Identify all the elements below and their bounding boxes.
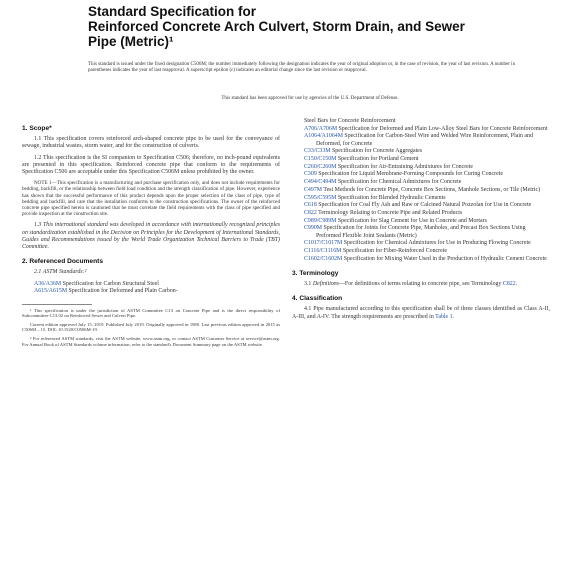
reference-item[interactable]: C1017/C1017M Specification for Chemical Admixtures for Use in Producing Flowing Concrete — [304, 240, 531, 247]
reference-item: Steel Bars for Concrete Reinforcement — [304, 118, 396, 124]
paragraph-4-1: 4.1 Pipe manufactured according to this specification shall be of three classes identified as Class A-II, A-III, and A-IV. The strength requirements are prescribed in Table 1. — [292, 306, 550, 320]
paragraph-3-1: 3.1 Definitions—For definitions of terms relating to concrete pipe, see Terminology C822. — [304, 281, 518, 288]
reference-item[interactable]: C33/C33M Specification for Concrete Aggregates — [304, 148, 423, 155]
title-line-1: Standard Specification for — [88, 4, 257, 19]
reference-item[interactable]: C150/C150M Specification for Portland Cement — [304, 156, 419, 163]
section-heading-classification: 4. Classification — [292, 295, 343, 303]
reference-item[interactable]: C309 Specification for Liquid Membrane-Forming Compounds for Curing Concrete — [304, 171, 503, 178]
reference-item[interactable]: C1602/C1602M Specification for Mixing Water Used in the Production of Hydraulic Cement Concrete — [304, 255, 547, 262]
paragraph-1-1: 1.1 This specification covers reinforced arch-shaped concrete pipe to be used for the conveyance of sewage, industrial wastes, storm water, and for the construction of culverts. — [22, 136, 280, 150]
designation-note: This standard is issued under the fixed designation C506M; the number immediately following the designation indicates the year of original adoption or, in the case of revision, the year of last revision. A number in parentheses indicates the year of last reapproval. A superscript epsilon (ε) indicates an editorial change since the last revision or reapproval. — [88, 62, 516, 74]
paragraph-1-2: 1.2 This specification is the SI companion to Specification C506; therefore, no inch-pound equivalents are presented in this specification. Reinforced concrete pipe that conform to the requirements of Specification C506 are acceptable under this Specification C506M unless prohibited by the owner. — [22, 154, 280, 176]
footnote-2: ² For referenced ASTM standards, visit the ASTM website, www.astm.org, or contact ASTM Customer Service at service@astm.org. For Annual Book of ASTM Standards volume information, refer to the standard's Document Summary page on the ASTM website. — [22, 335, 280, 347]
section-heading-scope: 1. Scope* — [22, 125, 52, 132]
reference-item[interactable]: A1064/A1064M Specification for Carbon-Steel Wire and Welded Wire Reinforcement, Plain and Deformed, for Concrete — [304, 133, 533, 147]
title-line-3: Pipe (Metric)¹ — [88, 34, 174, 49]
reference-item[interactable]: C595/C595M Specification for Blended Hydraulic Cements — [304, 194, 446, 201]
reference-item[interactable]: C494/C494M Specification for Chemical Admixtures for Concrete — [304, 179, 462, 186]
reference-item[interactable]: C618 Specification for Coal Fly Ash and Raw or Calcined Natural Pozzolan for Use in Concrete — [304, 202, 532, 209]
reference-item[interactable]: C1116/C1116M Specification for Fiber-Reinforced Concrete — [304, 247, 447, 254]
section-heading-terminology: 3. Terminology — [292, 269, 339, 277]
note-1: NOTE 1—This specification is a manufacturing and purchase specification only, and does not include requirements for bedding, backfill, or the relationship between field load condition and the strength classification of pipe. However, experience has shown that the successful performance of this product depends upon the proper selection of the class of pipe, type of bedding and backfill, and care that the installation conforms to the construction specifications. The owner of the reinforced concrete pipe specified herein is cautioned that he must correlate the field requirements with the class of pipe specified and provide inspection at the construction site. — [22, 180, 280, 218]
table-1-link[interactable]: Table 1 — [435, 313, 453, 320]
footnote-divider — [22, 304, 92, 305]
reference-item[interactable]: C989/C989M Specification for Slag Cement for Use in Concrete and Mortars — [304, 217, 487, 224]
paragraph-2-1: 2.1 ASTM Standards:² — [34, 269, 87, 276]
right-column — [292, 118, 550, 325]
reference-item[interactable]: A706/A706M Specification for Deformed and Plain Low-Alloy Steel Bars for Concrete Reinforcement — [304, 125, 548, 132]
reference-item[interactable]: C990M Specification for Joints for Concrete Pipe, Manholes, and Precast Box Sections Using Preformed Flexible Joint Sealants (Metric) — [304, 225, 526, 239]
reference-list-continued — [292, 118, 550, 263]
footnote-1: ¹ This specification is under the jurisdiction of ASTM Committee C13 on Concrete Pipe and is the direct responsibility of Subcommittee C13.02 on Reinforced Sewer and Culvert Pipe. — [22, 307, 280, 319]
reference-item[interactable]: C822 Terminology Relating to Concrete Pipe and Related Products — [304, 209, 463, 216]
reference-item[interactable]: C260/C260M Specification for Air-Entraining Admixtures for Concrete — [304, 163, 474, 170]
footnote-1-edition: Current edition approved July 15, 2019. Published July 2019. Originally approved in 1980. Last previous edition approved in 2015 as C506M – 15. DOI: 10.1520/C0506M-19. — [22, 321, 280, 333]
reference-list — [22, 281, 280, 296]
paragraph-1-3: 1.3 This international standard was developed in accordance with internationally recognized principles on standardization established in the Decision on Principles for the Development of International Standards, Guides and Recommendations issued by the World Trade Organization Technical Barriers to Trade (TBT) Committee. — [22, 222, 280, 251]
dod-approval-note: This standard has been approved for use by agencies of the U.S. Department of Defense. — [221, 96, 399, 101]
title-line-2: Reinforced Concrete Arch Culvert, Storm Drain, and Sewer — [88, 19, 465, 34]
page-title — [88, 4, 528, 49]
left-column — [22, 118, 280, 350]
section-heading-referenced-documents: 2. Referenced Documents — [22, 258, 103, 266]
reference-item[interactable]: A36/A36M Specification for Carbon Structural Steel — [34, 280, 159, 287]
terminology-link[interactable]: C822 — [502, 281, 516, 288]
reference-item[interactable]: C497M Test Methods for Concrete Pipe, Concrete Box Sections, Manhole Sections, or Tile (Metric) — [304, 186, 541, 193]
reference-item[interactable]: A615/A615M Specification for Deformed and Plain Carbon- — [34, 288, 178, 295]
